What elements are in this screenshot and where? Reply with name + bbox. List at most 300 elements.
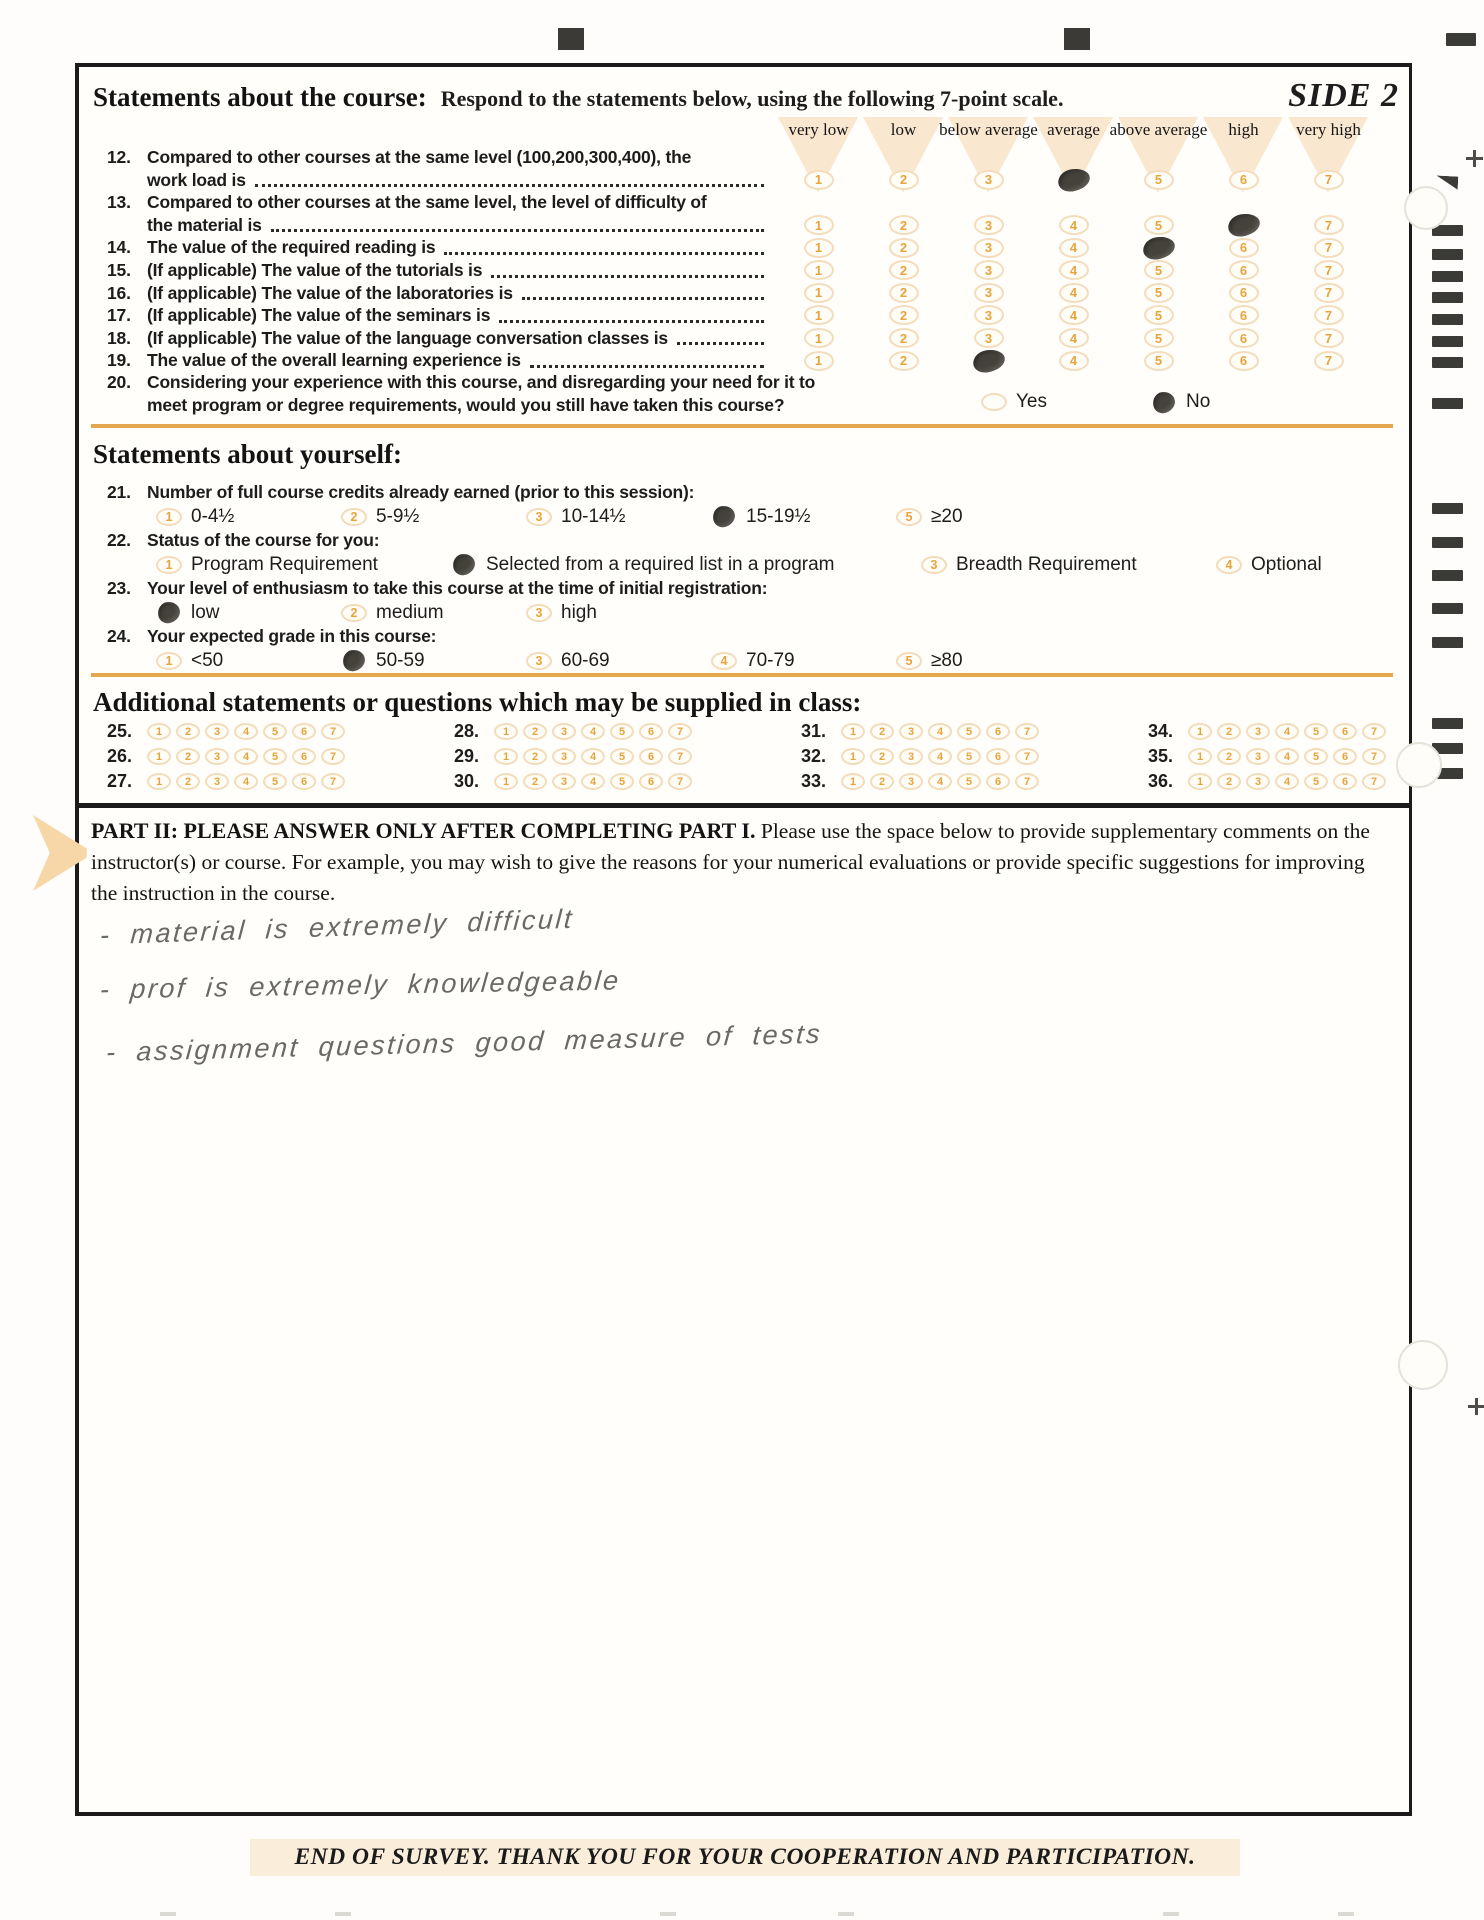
answer-bubble-6[interactable] xyxy=(1201,349,1286,372)
bubble-number: 1 xyxy=(165,653,173,668)
answer-bubble-3[interactable]: 3 xyxy=(205,773,229,790)
answer-bubble-5[interactable]: 5 xyxy=(957,723,981,740)
question-number: 24. xyxy=(107,626,131,646)
question-number: 18. xyxy=(107,327,131,348)
option-bubble[interactable] xyxy=(981,393,1007,411)
q24-opt-4[interactable] xyxy=(711,650,896,672)
bubble-number: 3 xyxy=(930,557,938,572)
additional-question-31 xyxy=(801,719,1148,744)
q22-opt-1[interactable] xyxy=(156,554,451,576)
question-text: The value of the required reading is xyxy=(147,237,436,258)
answer-bubble-1[interactable]: 1 xyxy=(147,748,171,765)
answer-bubble-4[interactable]: 4 xyxy=(234,748,258,765)
answer-bubble-4[interactable] xyxy=(1031,169,1116,192)
timing-mark xyxy=(1432,637,1463,648)
additional-question-35 xyxy=(1148,744,1386,769)
answer-strip xyxy=(1188,723,1386,740)
bubble-number: 4 xyxy=(720,653,728,668)
black-divider xyxy=(79,803,1409,808)
option-bubble[interactable] xyxy=(1151,393,1177,411)
answer-bubble-6[interactable]: 6 xyxy=(639,748,663,765)
bubble-number: 3 xyxy=(535,509,543,524)
q24-options xyxy=(107,648,1379,673)
answer-bubble-3[interactable] xyxy=(946,169,1031,192)
answer-bubble-3[interactable]: 3 xyxy=(1246,773,1270,790)
answer-bubble-2[interactable]: 2 xyxy=(1217,773,1241,790)
answer-bubble-6[interactable]: 6 xyxy=(986,723,1010,740)
option-label: ≥20 xyxy=(931,505,963,527)
answer-bubble-4[interactable] xyxy=(1031,236,1116,259)
option-bubble[interactable] xyxy=(921,556,947,574)
answer-bubble-5[interactable]: 5 xyxy=(263,773,287,790)
bubble-number: 2 xyxy=(350,509,358,524)
answer-bubble-1[interactable]: 1 xyxy=(147,723,171,740)
handwritten-note: - material is extremely difficult xyxy=(99,903,576,951)
option-bubble[interactable] xyxy=(156,604,182,622)
answer-bubble-5[interactable]: 5 xyxy=(1304,723,1328,740)
bubble-outline: 7 xyxy=(1314,170,1344,190)
answer-bubble-3[interactable] xyxy=(946,304,1031,327)
answer-bubble-6[interactable]: 6 xyxy=(639,723,663,740)
answer-bubble-4[interactable]: 4 xyxy=(581,773,605,790)
question-text: Your level of enthusiasm to take this course at the time of initial registration: xyxy=(147,578,768,598)
bubble-number: 3 xyxy=(535,653,543,668)
q21-opt-4[interactable] xyxy=(711,506,896,528)
scan-tick xyxy=(1163,1912,1179,1916)
answer-bubble-1[interactable]: 1 xyxy=(494,723,518,740)
question-text: work load is xyxy=(147,169,246,190)
answer-bubble-1[interactable] xyxy=(776,259,861,282)
answer-bubble-6[interactable] xyxy=(1201,236,1286,259)
q20-option-yes[interactable] xyxy=(981,391,1047,413)
option-bubble[interactable] xyxy=(896,508,922,526)
answer-bubble-3[interactable]: 3 xyxy=(552,773,576,790)
answer-strip xyxy=(841,748,1039,765)
q22-opt-4[interactable] xyxy=(1216,554,1322,576)
answer-bubble-2[interactable] xyxy=(861,236,946,259)
answer-bubble-7[interactable] xyxy=(1286,236,1371,259)
bubble-outline: 4 xyxy=(1059,283,1089,303)
pencil-mark xyxy=(451,552,476,577)
option-bubble[interactable] xyxy=(711,508,737,526)
answer-bubble-6[interactable]: 6 xyxy=(639,773,663,790)
option-bubble[interactable] xyxy=(451,556,477,574)
question-row-24 xyxy=(107,625,1379,648)
answer-bubble-5[interactable]: 5 xyxy=(957,773,981,790)
dotted-leader xyxy=(530,349,764,368)
question-text: Compared to other courses at the same level (100,200,300,400), the xyxy=(147,147,692,167)
answer-bubble-1[interactable]: 1 xyxy=(841,723,865,740)
handwritten-note: - assignment questions good measure of tests xyxy=(104,1018,824,1068)
answer-bubble-5[interactable] xyxy=(1116,304,1201,327)
answer-bubble-4[interactable]: 4 xyxy=(234,723,258,740)
answer-bubble-4[interactable]: 4 xyxy=(1275,723,1299,740)
answer-bubble-7[interactable]: 7 xyxy=(321,773,345,790)
pencil-mark xyxy=(711,504,736,529)
question-number: 19. xyxy=(107,350,131,371)
answer-bubble-6[interactable]: 6 xyxy=(292,723,316,740)
part2-heading: PART II: PLEASE ANSWER ONLY AFTER COMPLETING PART I. xyxy=(91,818,756,843)
answer-bubble-6[interactable] xyxy=(1201,304,1286,327)
bubble-outline: 6 xyxy=(1229,170,1259,190)
answer-bubble-6[interactable] xyxy=(1201,169,1286,192)
answer-bubble-6[interactable] xyxy=(1201,282,1286,305)
answer-bubble-1[interactable]: 1 xyxy=(494,748,518,765)
answer-bubble-2[interactable] xyxy=(861,304,946,327)
answer-bubble-7[interactable] xyxy=(1286,259,1371,282)
answer-bubble-3[interactable]: 3 xyxy=(899,723,923,740)
answer-bubble-5[interactable]: 5 xyxy=(1304,773,1328,790)
question-number: 20. xyxy=(107,372,131,392)
bubble-outline: 3 xyxy=(974,238,1004,258)
answer-bubble-7[interactable] xyxy=(1286,304,1371,327)
bubble-outline: 2 xyxy=(889,328,919,348)
bubble-outline: 7 xyxy=(1314,351,1344,371)
answer-bubble-4[interactable] xyxy=(1031,349,1116,372)
answer-bubble-2[interactable]: 2 xyxy=(176,723,200,740)
q24-opt-2[interactable] xyxy=(341,650,526,672)
answer-bubble-2[interactable] xyxy=(861,259,946,282)
answer-bubble-3[interactable]: 3 xyxy=(552,723,576,740)
answer-bubble-3[interactable] xyxy=(946,282,1031,305)
answer-bubble-7[interactable]: 7 xyxy=(321,748,345,765)
scan-tick xyxy=(335,1912,351,1916)
pencil-mark xyxy=(1141,234,1176,261)
option-bubble[interactable] xyxy=(156,508,182,526)
answer-bubble-7[interactable]: 7 xyxy=(668,773,692,790)
answer-bubble-3[interactable]: 3 xyxy=(899,748,923,765)
answer-bubble-2[interactable] xyxy=(861,349,946,372)
question-row-13 xyxy=(107,191,1371,236)
answer-bubble-3[interactable] xyxy=(946,259,1031,282)
answer-bubble-1[interactable]: 1 xyxy=(1188,748,1212,765)
additional-heading: Additional statements or questions which may be supplied in class: xyxy=(93,687,862,717)
answer-bubble-4[interactable] xyxy=(1031,214,1116,237)
scale-label: average xyxy=(1047,120,1100,139)
answer-bubble-6[interactable] xyxy=(1201,259,1286,282)
answer-bubble-2[interactable]: 2 xyxy=(870,723,894,740)
option-label: 70-79 xyxy=(746,649,795,671)
pencil-mark xyxy=(156,600,181,625)
answer-bubble-1[interactable] xyxy=(776,349,861,372)
pencil-mark xyxy=(1151,390,1176,415)
answer-bubble-3[interactable] xyxy=(946,236,1031,259)
registration-square xyxy=(1064,28,1090,50)
answer-bubble-1[interactable] xyxy=(776,236,861,259)
answer-bubble-6[interactable] xyxy=(1201,327,1286,350)
scan-tick xyxy=(160,1912,176,1916)
option-label: low xyxy=(191,601,220,623)
q22-opt-2[interactable] xyxy=(451,554,921,576)
bubble-outline: 4 xyxy=(1059,351,1089,371)
answer-bubble-4[interactable]: 4 xyxy=(928,723,952,740)
bubble-outline: 5 xyxy=(1144,305,1174,325)
scale-label: very low xyxy=(788,120,849,139)
dotted-leader xyxy=(522,282,764,301)
answer-bubble-6[interactable]: 6 xyxy=(986,773,1010,790)
answer-bubble-5[interactable] xyxy=(1116,349,1201,372)
answer-strip-q18 xyxy=(776,327,1371,350)
answer-bubble-4[interactable]: 4 xyxy=(234,773,258,790)
answer-bubble-1[interactable] xyxy=(776,282,861,305)
answer-bubble-1[interactable]: 1 xyxy=(1188,773,1212,790)
option-bubble[interactable] xyxy=(341,508,367,526)
answer-bubble-3[interactable] xyxy=(946,349,1031,372)
option-bubble[interactable] xyxy=(1216,556,1242,574)
answer-bubble-2[interactable]: 2 xyxy=(176,773,200,790)
answer-bubble-1[interactable]: 1 xyxy=(147,773,171,790)
question-row-19 xyxy=(107,349,1371,372)
scale-label: below average xyxy=(939,120,1038,139)
answer-bubble-5[interactable] xyxy=(1116,236,1201,259)
answer-bubble-2[interactable]: 2 xyxy=(1217,748,1241,765)
answer-bubble-5[interactable]: 5 xyxy=(263,723,287,740)
answer-bubble-5[interactable] xyxy=(1116,214,1201,237)
answer-bubble-2[interactable]: 2 xyxy=(523,773,547,790)
bubble-outline: 2 xyxy=(889,260,919,280)
option-label: 60-69 xyxy=(561,649,610,671)
question-row-23 xyxy=(107,577,1379,600)
answer-bubble-7[interactable]: 7 xyxy=(668,748,692,765)
answer-bubble-3[interactable]: 3 xyxy=(205,723,229,740)
scale-label: very high xyxy=(1296,120,1361,139)
answer-bubble-3[interactable] xyxy=(946,214,1031,237)
additional-question-26 xyxy=(107,744,454,769)
bubble-outline: 1 xyxy=(804,215,834,235)
question-text: Number of full course credits already earned (prior to this session): xyxy=(147,482,695,502)
answer-bubble-2[interactable] xyxy=(861,327,946,350)
answer-bubble-4[interactable] xyxy=(1031,327,1116,350)
question-row-16 xyxy=(107,282,1371,305)
bubble-outline: 6 xyxy=(1229,351,1259,371)
additional-question-28 xyxy=(454,719,801,744)
q22-options xyxy=(107,552,1379,577)
answer-bubble-3[interactable]: 3 xyxy=(552,748,576,765)
answer-bubble-5[interactable]: 5 xyxy=(610,748,634,765)
answer-bubble-7[interactable]: 7 xyxy=(321,723,345,740)
answer-bubble-7[interactable]: 7 xyxy=(1362,748,1386,765)
answer-bubble-2[interactable]: 2 xyxy=(176,748,200,765)
bubble-number: 5 xyxy=(905,509,913,524)
answer-bubble-4[interactable]: 4 xyxy=(581,723,605,740)
q24-opt-1[interactable] xyxy=(156,650,341,672)
answer-bubble-4[interactable] xyxy=(1031,259,1116,282)
pencil-mark xyxy=(341,648,366,673)
answer-bubble-5[interactable] xyxy=(1116,169,1201,192)
question-text: (If applicable) The value of the seminars is xyxy=(147,305,491,326)
section1-subtitle: Respond to the statements below, using the following 7-point scale. xyxy=(440,86,1064,111)
answer-bubble-7[interactable] xyxy=(1286,169,1371,192)
question-number: 13. xyxy=(107,192,131,213)
answer-bubble-6[interactable]: 6 xyxy=(986,748,1010,765)
scale-label: high xyxy=(1228,120,1259,139)
answer-bubble-6[interactable]: 6 xyxy=(1333,773,1357,790)
answer-bubble-1[interactable] xyxy=(776,169,861,192)
answer-bubble-6[interactable]: 6 xyxy=(292,773,316,790)
scale-label: above average xyxy=(1109,120,1208,139)
q22-opt-3[interactable] xyxy=(921,554,1216,576)
bubble-outline: 5 xyxy=(1144,351,1174,371)
option-bubble[interactable] xyxy=(156,652,182,670)
answer-bubble-1[interactable] xyxy=(776,304,861,327)
q23-opt-3[interactable] xyxy=(526,602,597,624)
answer-bubble-5[interactable]: 5 xyxy=(610,773,634,790)
answer-bubble-5[interactable]: 5 xyxy=(610,723,634,740)
answer-bubble-3[interactable]: 3 xyxy=(1246,748,1270,765)
q23-opt-2[interactable] xyxy=(341,602,526,624)
q24-opt-3[interactable] xyxy=(526,650,711,672)
option-bubble[interactable] xyxy=(341,604,367,622)
answer-bubble-5[interactable]: 5 xyxy=(263,748,287,765)
option-label: 5-9½ xyxy=(376,505,420,527)
bubble-outline: 1 xyxy=(804,260,834,280)
answer-bubble-2[interactable]: 2 xyxy=(523,723,547,740)
option-label: Breadth Requirement xyxy=(956,553,1137,575)
answer-strip-q14 xyxy=(776,236,1371,259)
orange-divider xyxy=(91,673,1393,677)
answer-bubble-4[interactable]: 4 xyxy=(581,748,605,765)
question-row-21 xyxy=(107,481,1379,504)
answer-bubble-4[interactable] xyxy=(1031,304,1116,327)
answer-bubble-7[interactable]: 7 xyxy=(1015,723,1039,740)
bubble-outline: 2 xyxy=(889,283,919,303)
timing-mark xyxy=(1432,570,1463,581)
answer-bubble-7[interactable] xyxy=(1286,214,1371,237)
timing-mark xyxy=(1432,314,1463,325)
side-label: SIDE 2 xyxy=(1288,77,1399,114)
answer-bubble-4[interactable] xyxy=(1031,282,1116,305)
answer-bubble-7[interactable]: 7 xyxy=(1362,773,1386,790)
bubble-outline: 2 xyxy=(889,170,919,190)
answer-bubble-3[interactable] xyxy=(946,327,1031,350)
answer-bubble-7[interactable]: 7 xyxy=(1362,723,1386,740)
bubble-outline: 7 xyxy=(1314,238,1344,258)
question-row-22 xyxy=(107,529,1379,552)
dotted-leader xyxy=(491,259,764,278)
answer-bubble-3[interactable]: 3 xyxy=(1246,723,1270,740)
q20-option-no[interactable] xyxy=(1151,391,1210,413)
answer-bubble-4[interactable]: 4 xyxy=(1275,773,1299,790)
answer-bubble-6[interactable] xyxy=(1201,214,1286,237)
option-bubble[interactable] xyxy=(526,508,552,526)
answer-bubble-1[interactable]: 1 xyxy=(841,773,865,790)
answer-bubble-3[interactable]: 3 xyxy=(205,748,229,765)
orange-divider xyxy=(91,424,1393,428)
answer-strip xyxy=(841,773,1039,790)
answer-bubble-2[interactable] xyxy=(861,214,946,237)
bubble-outline: 4 xyxy=(1059,260,1089,280)
answer-bubble-2[interactable]: 2 xyxy=(523,748,547,765)
option-label: <50 xyxy=(191,649,224,671)
handwritten-note: - prof is extremely knowledgeable xyxy=(98,965,623,1005)
answer-bubble-7[interactable]: 7 xyxy=(668,723,692,740)
bubble-outline: 7 xyxy=(1314,328,1344,348)
option-label: 0-4½ xyxy=(191,505,235,527)
question-text: the material is xyxy=(147,214,262,235)
yourself-questions xyxy=(107,481,1379,673)
answer-bubble-7[interactable]: 7 xyxy=(1015,748,1039,765)
answer-bubble-2[interactable]: 2 xyxy=(1217,723,1241,740)
bubble-outline: 1 xyxy=(804,305,834,325)
answer-bubble-7[interactable] xyxy=(1286,282,1371,305)
option-bubble[interactable] xyxy=(156,556,182,574)
answer-bubble-2[interactable] xyxy=(861,169,946,192)
course-questions xyxy=(107,146,1371,372)
bubble-outline: 4 xyxy=(1059,305,1089,325)
q21-opt-3[interactable] xyxy=(526,506,711,528)
answer-bubble-6[interactable]: 6 xyxy=(1333,748,1357,765)
answer-bubble-3[interactable]: 3 xyxy=(899,773,923,790)
answer-bubble-6[interactable]: 6 xyxy=(292,748,316,765)
question-number: 30. xyxy=(454,771,480,791)
answer-bubble-1[interactable]: 1 xyxy=(1188,723,1212,740)
answer-strip xyxy=(147,773,345,790)
question-number: 33. xyxy=(801,771,827,791)
bubble-outline: 5 xyxy=(1144,170,1174,190)
bubble-outline: 2 xyxy=(889,351,919,371)
q21-opt-1[interactable] xyxy=(156,506,341,528)
answer-bubble-5[interactable]: 5 xyxy=(1304,748,1328,765)
answer-bubble-4[interactable]: 4 xyxy=(928,748,952,765)
bubble-number: 2 xyxy=(350,605,358,620)
answer-bubble-5[interactable]: 5 xyxy=(957,748,981,765)
answer-bubble-1[interactable] xyxy=(776,327,861,350)
answer-bubble-1[interactable]: 1 xyxy=(841,748,865,765)
answer-bubble-1[interactable]: 1 xyxy=(494,773,518,790)
option-bubble[interactable] xyxy=(341,652,367,670)
question-number: 27. xyxy=(107,771,133,791)
question-text: Compared to other courses at the same level, the level of difficulty of xyxy=(147,192,707,213)
q21-opt-5[interactable] xyxy=(896,506,963,528)
question-row-17 xyxy=(107,304,1371,327)
bubble-outline: 7 xyxy=(1314,283,1344,303)
timing-mark xyxy=(1432,398,1463,409)
question-row-15 xyxy=(107,259,1371,282)
additional-question-27 xyxy=(107,769,454,794)
additional-questions-grid xyxy=(107,719,1381,794)
q23-opt-1[interactable] xyxy=(156,602,341,624)
answer-bubble-6[interactable]: 6 xyxy=(1333,723,1357,740)
answer-bubble-2[interactable]: 2 xyxy=(870,748,894,765)
option-bubble[interactable] xyxy=(526,652,552,670)
answer-bubble-7[interactable] xyxy=(1286,349,1371,372)
answer-bubble-5[interactable] xyxy=(1116,259,1201,282)
option-bubble[interactable] xyxy=(711,652,737,670)
answer-bubble-2[interactable]: 2 xyxy=(870,773,894,790)
question-text: Status of the course for you: xyxy=(147,530,380,550)
answer-bubble-2[interactable] xyxy=(861,282,946,305)
q24-opt-5[interactable] xyxy=(896,650,963,672)
arrow-icon xyxy=(33,815,89,891)
answer-bubble-4[interactable]: 4 xyxy=(928,773,952,790)
q21-opt-2[interactable] xyxy=(341,506,526,528)
answer-bubble-1[interactable] xyxy=(776,214,861,237)
registration-dash xyxy=(1446,33,1476,46)
answer-bubble-5[interactable] xyxy=(1116,327,1201,350)
answer-bubble-7[interactable]: 7 xyxy=(1015,773,1039,790)
answer-bubble-7[interactable] xyxy=(1286,327,1371,350)
answer-bubble-4[interactable]: 4 xyxy=(1275,748,1299,765)
answer-bubble-5[interactable] xyxy=(1116,282,1201,305)
bubble-outline: 4 xyxy=(1059,215,1089,235)
form-header xyxy=(93,77,1399,115)
option-bubble[interactable] xyxy=(896,652,922,670)
dotted-leader xyxy=(444,236,764,255)
scan-tick xyxy=(660,1912,676,1916)
question-row-14 xyxy=(107,236,1371,259)
bubble-number: 3 xyxy=(535,605,543,620)
option-bubble[interactable] xyxy=(526,604,552,622)
